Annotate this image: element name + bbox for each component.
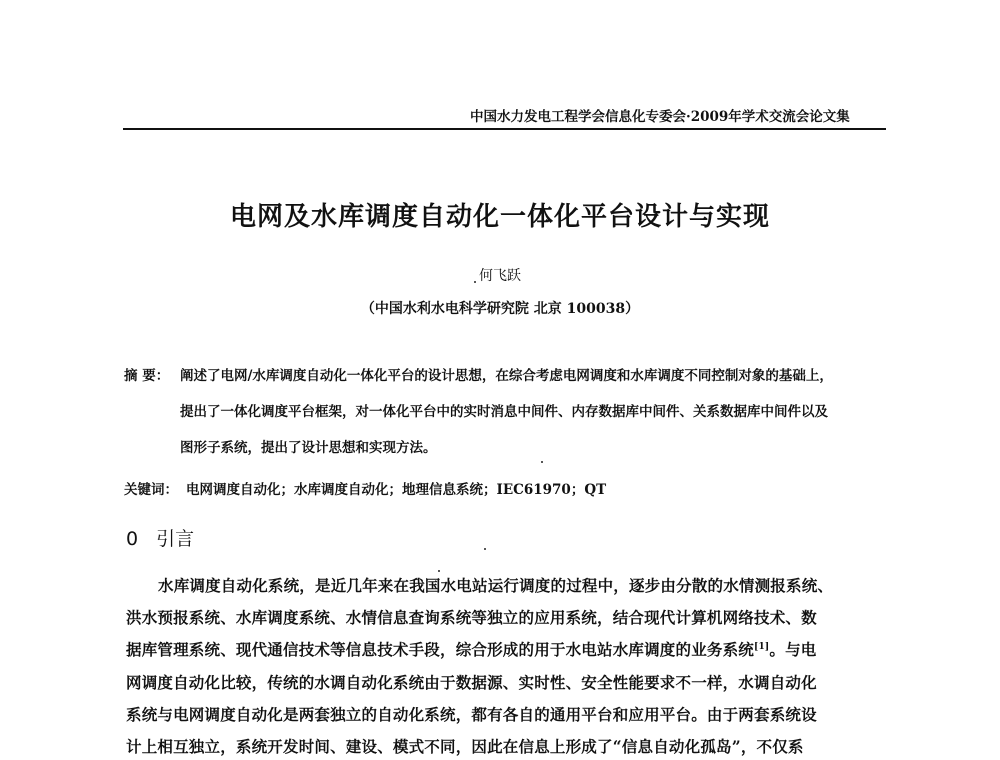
header-rule xyxy=(123,128,886,130)
section-heading xyxy=(126,524,194,551)
author-affiliation: （中国水利水电科学研究院 北京 100038） xyxy=(360,301,640,317)
abstract-label: 摘 要： xyxy=(124,368,170,384)
paper-title: 电网及水库调度自动化一体化平台设计与实现 xyxy=(229,202,770,232)
citation-marker: [1] xyxy=(754,641,770,652)
body-line: 系统与电网调度自动化是两套独立的自动化系统，都有各自的通用平台和应用平台。由于两套系统设 xyxy=(126,705,817,724)
scan-speck xyxy=(474,281,476,283)
scan-speck xyxy=(484,548,486,550)
body-line xyxy=(126,638,817,660)
scan-speck xyxy=(541,461,543,463)
body-line: 水库调度自动化系统，是近几年来在我国水电站运行调度的过程中，逐步由分散的水情测报系统、 xyxy=(158,576,834,595)
body-line: 计上相互独立，系统开发时间、建设、模式不同，因此在信息上形成了“信息自动化孤岛”，不仅系 xyxy=(126,737,804,756)
keywords-text: 电网调度自动化；水库调度自动化；地理信息系统；IEC61970；QT xyxy=(186,482,607,498)
scan-speck xyxy=(438,570,440,572)
section-title: 引言 xyxy=(156,528,195,550)
author-name: 何飞跃 xyxy=(479,268,521,284)
abstract-line: 阐述了电网/水库调度自动化一体化平台的设计思想，在综合考虑电网调度和水库调度不同控制对象的基础上， xyxy=(180,368,833,384)
body-line-text: 据库管理系统、现代通信技术等信息技术手段，综合形成的用于水电站水库调度的业务系统 xyxy=(126,640,755,659)
body-line-text: 。与电 xyxy=(769,640,817,659)
section-number: 0 xyxy=(126,528,139,550)
keywords-label: 关键词： xyxy=(124,482,178,498)
running-header: 中国水力发电工程学会信息化专委会·2009年学术交流会论文集 xyxy=(470,109,850,125)
body-line: 洪水预报系统、水库调度系统、水情信息查询系统等独立的应用系统，结合现代计算机网络技术、数 xyxy=(126,608,817,627)
abstract-line: 图形子系统，提出了设计思想和实现方法。 xyxy=(180,440,437,456)
abstract-line: 提出了一体化调度平台框架，对一体化平台中的实时消息中间件、内存数据库中间件、关系数据库中间件以及 xyxy=(180,404,828,420)
body-line: 网调度自动化比较，传统的水调自动化系统由于数据源、实时性、安全性能要求不一样，水调自动化 xyxy=(126,673,817,692)
